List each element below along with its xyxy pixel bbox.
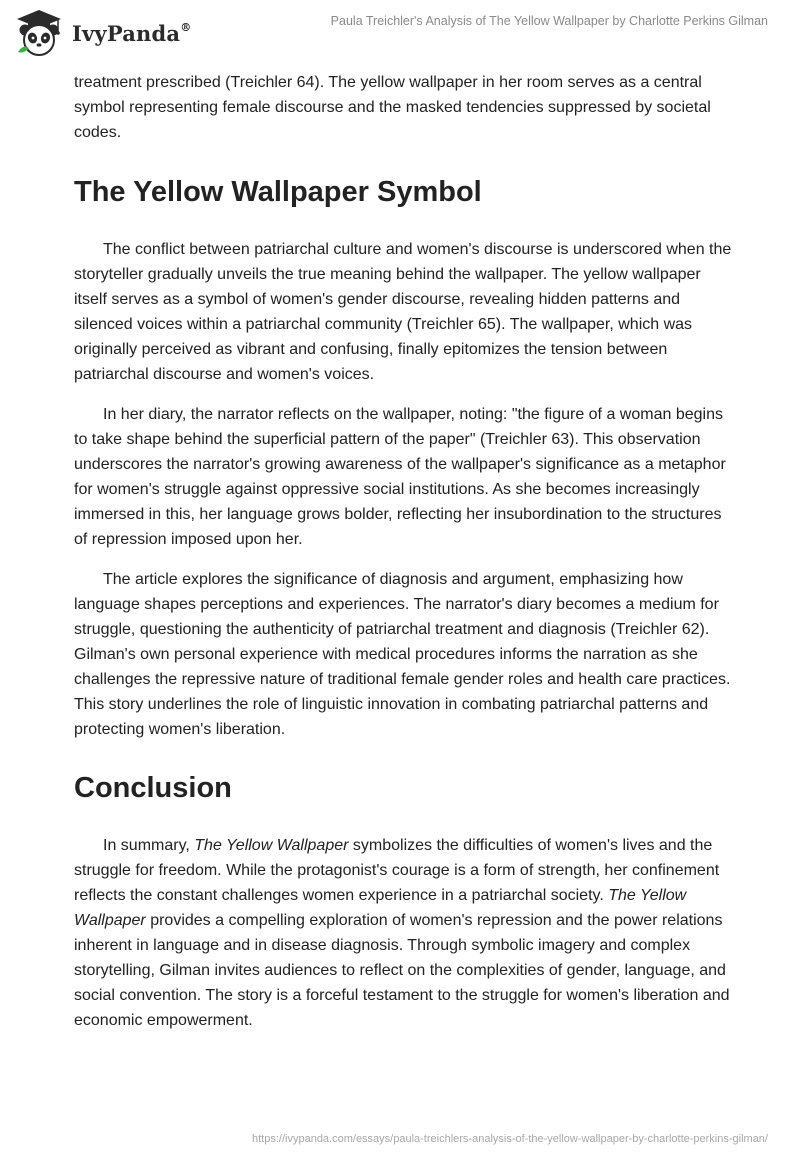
paragraph-symbol-2: In her diary, the narrator reflects on the wallpaper, noting: "the figure of a woman begins to take shape behind the superficial pattern of the paper" (Treichler 63). This observation underscores the narrator's growing awareness of the wallpaper's significance as a metaphor for women's struggle against oppressive social institutions. As she becomes increasingly immersed in this, her language grows bolder, reflecting her insubordination to the structures of repression imposed upon her. <box>74 406 726 548</box>
registered-mark: ® <box>180 20 192 34</box>
logo[interactable] <box>14 8 191 58</box>
page-header <box>0 0 800 64</box>
panda-graduate-icon <box>14 8 64 58</box>
paragraph-symbol-3: The article explores the significance of diagnosis and argument, emphasizing how language shapes perceptions and experiences. The narrator's diary becomes a medium for struggle, questioning the authenticity of patriarchal treatment and diagnosis (Treichler 62). Gilman's own personal experience with medical procedures informs the narration as she challenges the repressive nature of traditional female gender roles and health care practices. This story underlines the role of linguistic innovation in combating patriarchal patterns and protecting women's liberation. <box>74 571 731 738</box>
paragraph-intro-continued: treatment prescribed (Treichler 64). The yellow wallpaper in her room serves as a central symbol representing female discourse and the masked tendencies suppressed by societal codes. <box>74 74 711 141</box>
logo-text: IvyPanda® <box>72 20 192 46</box>
paragraph-symbol-1: The conflict between patriarchal culture and women's discourse is underscored when the storyteller gradually unveils the true meaning behind the wallpaper. The yellow wallpaper itself serves as a symbol of women's gender discourse, revealing hidden patterns and silenced voices within a patriarchal community (Treichler 65). The wallpaper, which was originally perceived as vibrant and confusing, finally epitomizes the tension between patriarchal discourse and women's voices. <box>74 241 732 383</box>
work-title: The Yellow Wallpaper <box>74 887 687 929</box>
work-title: The Yellow Wallpaper <box>194 837 349 854</box>
paragraph-conclusion: In summary, The Yellow Wallpaper symbolizes the difficulties of women's lives and the struggle for freedom. While the protagonist's courage is a form of strength, her confinement reflects the constant challenges women experience in a patriarchal society. The Yellow Wallpaper provides a compelling exploration of women's repression and the power relations inherent in language and in disease diagnosis. Through symbolic imagery and complex storytelling, Gilman invites audiences to reflect on the complexities of gender, language, and social convention. The story is a forceful testament to the struggle for women's liberation and economic empowerment. <box>74 837 730 1029</box>
source-url[interactable]: https://ivypanda.com/essays/paula-treichlers-analysis-of-the-yellow-wallpaper-by-charlotte-perkins-gilman/ <box>252 1133 768 1145</box>
heading-conclusion: Conclusion <box>74 772 232 804</box>
document-title: Paula Treichler's Analysis of The Yellow Wallpaper by Charlotte Perkins Gilman <box>330 14 768 28</box>
essay-content <box>74 70 734 1033</box>
heading-yellow-wallpaper-symbol: The Yellow Wallpaper Symbol <box>74 176 482 208</box>
